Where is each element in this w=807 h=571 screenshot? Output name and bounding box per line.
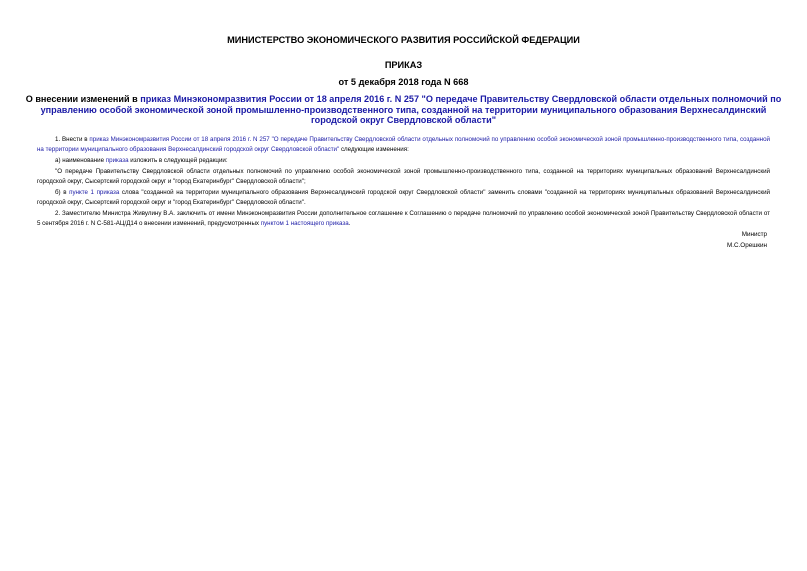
- signature-block: [727, 230, 767, 251]
- paragraph-4: [37, 188, 770, 208]
- p1-order-link[interactable]: приказ Минэкономразвития России от 18 апреля 2016 г. N 257 "О передаче Правительству Свердловской области отдельных полномочий по управлению особой экономической зоной промышленно-производственного типа, созданной на территории муниципального образования Верхнесалдинский городской округ Свердловской области": [37, 136, 770, 154]
- ministry-name: МИНИСТЕРСТВО ЭКОНОМИЧЕСКОГО РАЗВИТИЯ РОССИЙСКОЙ ФЕДЕРАЦИИ: [227, 35, 580, 45]
- p5-text-post: .: [348, 220, 351, 227]
- title-link[interactable]: приказ Минэкономразвития России от 18 апреля 2016 г. N 257 "О передаче Правительству Свердловской области отдельных полномочий по управлению особой экономической зоной промышленно-производственного типа, созданной на территории муниципального образования Верхнесалдинский городской округ Свердловской области": [40, 94, 782, 126]
- p5-clause-link[interactable]: пунктом 1 настоящего приказа: [260, 220, 349, 227]
- document-body: [37, 135, 770, 229]
- p2-text-post: изложить в следующей редакции:: [128, 157, 228, 164]
- p2-order-link[interactable]: приказа: [105, 157, 129, 164]
- document-type: ПРИКАЗ: [384, 60, 423, 70]
- title-prefix: О внесении изменений в: [25, 94, 141, 104]
- document-date: от 5 декабря 2018 года N 668: [338, 77, 469, 87]
- document-title: [24, 94, 783, 126]
- p5-text-pre: 2. Заместителю Министра Живулину В.А. заключить от имени Минэкономразвития России дополнительное соглашение к Соглашению о передаче полномочий по управлению особой экономической зоной Правительству Свердловской области от 5 сентября 2016 г. N С-581-АЦ/Д14 о внесении изменений, предусмотренных: [37, 209, 770, 227]
- paragraph-3: "О передаче Правительству Свердловской области отдельных полномочий по управлению особой экономической зоной промышленно-производственного типа, созданной на территориях муниципальных образований Верхнесалдинский городской округ, Сысертский городской округ и "город Екатеринбург" Свердловской области";: [37, 167, 770, 185]
- p4-clause-link[interactable]: пункте 1 приказа: [69, 188, 120, 196]
- paragraph-1: [37, 135, 770, 155]
- signature-name: М.С.Орешкин: [727, 241, 767, 249]
- p4-text-pre: б) в: [55, 188, 70, 196]
- p1-text-post: следующие изменения:: [339, 146, 409, 154]
- signature-position: Министр: [741, 231, 767, 238]
- p2-text-pre: а) наименование: [55, 157, 106, 164]
- paragraph-5: [37, 209, 770, 229]
- p1-text-pre: 1. Внести в: [55, 136, 90, 143]
- paragraph-2: [37, 156, 770, 166]
- p4-text-post: слова "созданной на территории муниципального образования Верхнесалдинский городской округ Свердловской области" заменить словами "созданной на территориях муниципальных образований Верхнесалдинский городской округ, Сысертский городской округ и "город Екатеринбург" Свердловской области".: [37, 188, 770, 206]
